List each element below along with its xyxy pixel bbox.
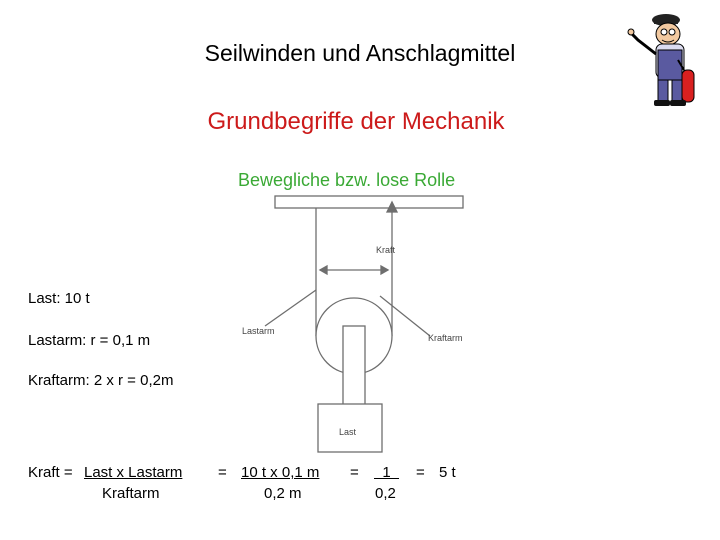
- formula-lhs: Kraft =: [28, 464, 73, 481]
- label-lastarm: Lastarm: [242, 326, 275, 336]
- parameter-last: Last: 10 t: [28, 290, 90, 307]
- fraction-3-denominator: 0,2: [375, 485, 396, 502]
- fraction-1-denominator: Kraftarm: [102, 485, 160, 502]
- section-heading: Bewegliche bzw. lose Rolle: [238, 170, 456, 190]
- equals-sign-1: =: [218, 464, 227, 481]
- parameter-kraftarm: Kraftarm: 2 x r = 0,2m: [28, 372, 174, 389]
- equals-sign-3: =: [416, 464, 425, 481]
- firefighter-mascot-icon: [624, 10, 704, 110]
- fraction-2-numerator: 10 t x 0,1 m: [241, 464, 320, 481]
- fraction-2-denominator: 0,2 m: [264, 485, 302, 502]
- ceiling-beam: [275, 196, 463, 208]
- label-kraftarm: Kraftarm: [428, 333, 463, 343]
- page-subtitle: Grundbegriffe der Mechanik: [207, 108, 505, 135]
- pulley-diagram: [230, 190, 480, 460]
- fraction-3-numerator: 1: [374, 464, 400, 481]
- fraction-1-numerator: Last x Lastarm: [84, 464, 183, 481]
- formula-result: 5 t: [439, 464, 456, 481]
- page-title: Seilwinden und Anschlagmittel: [204, 40, 516, 66]
- lastarm-leader: [265, 290, 316, 326]
- pulley-strap: [343, 326, 365, 406]
- label-kraft: Kraft: [376, 245, 396, 255]
- parameter-lastarm: Lastarm: r = 0,1 m: [28, 332, 151, 349]
- label-last: Last: [339, 427, 357, 437]
- equals-sign-2: =: [350, 464, 359, 481]
